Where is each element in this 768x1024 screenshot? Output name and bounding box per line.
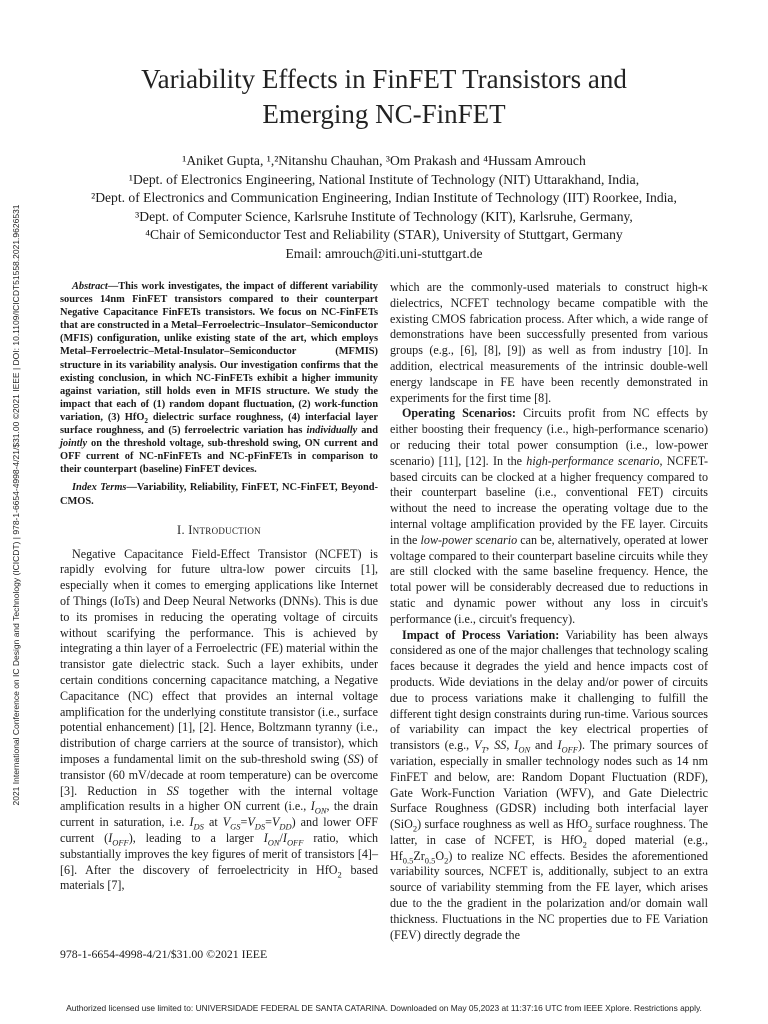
continued-paragraph: which are the commonly-used materials to construct high-κ dielectrics, NCFET technology became compatible with the existing CMOS fabrication process. After which, a wide range of demonstrations have been successfully presented from various groups (e.g., [6], [8], [9]) as well as from industry [10]. In addition, electrical measurements of the intrinsic double-well energy landscape in FE have been recently demonstrated in experiments for the first time [8]. <box>390 280 708 405</box>
author-names: ¹Aniket Gupta, ¹,²Nitanshu Chauhan, ³Om Prakash and ⁴Hussam Amrouch <box>182 153 586 168</box>
affiliation-1: ¹Dept. of Electronics Engineering, National Institute of Technology (NIT) Uttarakhand, India, <box>128 171 640 187</box>
title-line-1: Variability Effects in FinFET Transistors and <box>141 64 627 94</box>
author-email: Email: amrouch@iti.uni-stuttgart.de <box>285 245 483 261</box>
left-column <box>60 280 378 894</box>
copyright-footer: 978-1-6654-4998-4/21/$31.00 ©2021 IEEE <box>60 947 268 961</box>
paper-title <box>60 62 708 132</box>
affiliation-4: ⁴Chair of Semiconductor Test and Reliability (STAR), University of Stuttgart, Germany <box>145 227 623 243</box>
abstract: Abstract—This work investigates, the impact of different variability sources 14nm FinFET transistors compared to their counterpart Negative Capacitance FinFETs transistors. We focus on NC-FinFETs that are constructed in a Metal–Ferroelectric–Insulator–Semiconductor (MFIS) configuration, unlike existing state of the art, which employs Metal–Ferroelectric–Metal-Insulator–Semiconductor (MFMIS) structure in its variability analysis. Our investigation confirms that the existing conclusion, in which NC-FinFETs exhibit a higher immunity against variation, still holds even in MFIS structure. We study the impact that each of (1) random dopant fluctuation, (2) work-function variation, (3) HfO$_2$ dielectric surface roughness, (4) interfacial layer surface roughness, and (5) ferroelectric variation has individually and jointly on the threshold voltage, sub-threshold swing, ON current and OFF current of NC-nFinFETs and NC-pFinFETs in comparison to their counterpart (baseline) FinFET devices. <box>60 281 378 476</box>
index-terms: Index Terms—Variability, Reliability, FinFET, NC-FinFET, Beyond-CMOS. <box>60 482 378 507</box>
process-variation-paragraph: Impact of Process Variation: Variability has been always considered as one of the major challenges that technology scaling faces because it degrades the yield and hence impacts cost of products. Wide deviations in the delay and/or power of circuits due to process variations make it challenging to fulfill the different tight design constraints during run-time. Various sources of variability can impact the key electrical properties of transistors (e.g., $V_T$, SS, $I_{ON}$ and $I_{OFF}$). The primary sources of variation, especially in smaller technology nodes such as 14 nm FinFET and below, are: Random Dopant Fluctuation (RDF), Gate Work-Function Variation (WFV), and Gate Dielectric Surface Roughness (GDSR) including both interfacial layer (SiO$_2$) surface roughness as well as HfO$_2$ surface roughness. The latter, in case of NCFET, is HfO$_2$ doped material (e.g., $Hf_{0.5}Zr_{0.5}O_2$) to realize NC effects. Besides the aforementioned variability sources, NCFET is, additionally, subject to an extra source of variability stemming from the FE layer, which arises due to the the gradient in the polarization and/or domain wall thickness. Fluctuations in the NC properties due to FE Variation (FEV) directly degrade the <box>390 627 709 942</box>
side-banner-text: 2021 International Conference on IC Design and Technology (ICICDT) | 978-1-6654-4998-4/21/$31.00 ©2021 IEEE | DOI: 10.1109/ICICDT51558.2021.9626531 <box>11 204 21 806</box>
author-block <box>40 152 728 264</box>
operating-scenarios-heading: Operating Scenarios: <box>402 406 516 421</box>
section-heading-introduction: I. Introduction <box>177 522 261 537</box>
abstract-lead: Abstract <box>72 281 108 292</box>
title-line-2: Emerging NC-FinFET <box>262 99 506 129</box>
index-terms-lead: Index Terms <box>72 482 127 494</box>
affiliation-2: ²Dept. of Electronics and Communication Engineering, Indian Institute of Technology (IIT) Roorkee, India, <box>91 190 677 206</box>
affiliation-3: ³Dept. of Computer Science, Karlsruhe Institute of Technology (KIT), Karlsruhe, Germany, <box>135 208 633 224</box>
right-column <box>390 280 708 943</box>
operating-scenarios-paragraph: Operating Scenarios: Circuits profit from NC effects by either boosting their frequency (i.e., high-performance scenario) or reducing their total power consumption (i.e., low-power scenario) [11], [12]. In the high-performance scenario, NCFET-based circuits can be clocked at a higher frequency compared to their counterpart baseline (i.e., conventional FET) circuits without the need to increase the operating voltage due to the internal voltage amplification provided by the FE layer. Circuits in the low-power scenario can be, alternatively, operated at lower voltage compared to their counterpart baseline circuits while they are still clocked with the same baseline frequency. Hence, the total power will be considerably decreased due to reductions in static and dynamic power without any loss in circuit's performance (i.e., circuit's frequency). <box>390 406 709 626</box>
conference-side-banner <box>8 175 24 835</box>
intro-paragraph: Negative Capacitance Field-Effect Transistor (NCFET) is rapidly evolving for future ultra-low power circuits [1], especially when it comes to emerging applications like Internet of Things (IoTs) and Deep Neural Networks (DNNs). This is due to its promises in reducing the operating voltage of circuits without scarifying the performance. This is achieved by integrating a thin layer of a Ferroelectric (FE) material within the transistor gate dielectric stack. Such a layer exhibits, under certain conditions concerning capacitance matching, a Negative Capacitance (NC) effect that provides an internal voltage amplification for the underlying constitute transistor (i.e., surface potential enhancement) [1], [2]. Hence, Boltzmann tyranny (i.e., distribution of charge carriers at the source of transistor), which imposes a fundamental limit on the sub-threshold swing (SS) of transistor (60 mV/decade at room temperature) can be overcome [3]. Reduction in SS together with the internal voltage amplification results in a higher ON current (i.e., $I_{ON}$, the drain current in saturation, i.e. $I_{DS}$ at $V_{GS}=V_{DS}=V_{DD}$) and lower OFF current $(I_{OFF})$, leading to a larger $I_{ON}/I_{OFF}$ ratio, which substantially improves the key figures of merit of transistors [4]–[6]. After the discovery of ferroelectricity in HfO$_2$ based materials [7], <box>60 546 379 893</box>
process-variation-heading: Impact of Process Variation: <box>402 627 560 642</box>
license-footer: Authorized licensed use limited to: UNIVERSIDADE FEDERAL DE SANTA CATARINA. Downloaded on May 05,2023 at 11:37:16 UTC from IEEE Xplore. Restrictions apply. <box>66 1003 702 1013</box>
